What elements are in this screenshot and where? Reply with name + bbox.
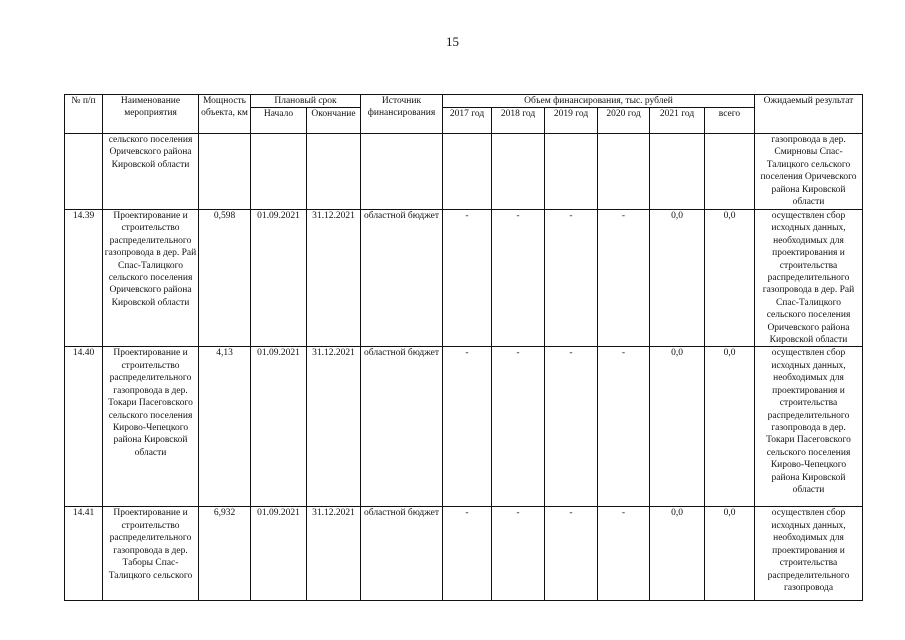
row-num: 14.39	[65, 210, 103, 347]
financing-table	[64, 94, 863, 601]
row-name: Проектирование и строительство распределительного газопровода в дер. Токари Пасеговского сельского поселения Кирово-Чепецкого района Кировской области	[103, 347, 199, 507]
row-value: -	[598, 210, 650, 347]
header-plan-period: Плановый срок	[251, 95, 361, 108]
row-start: 01.09.2021	[251, 210, 307, 347]
row-value	[492, 134, 545, 210]
header-capacity: Мощность объекта, км	[199, 95, 251, 134]
row-source: областной бюджет	[361, 507, 443, 601]
row-result: газопровода в дер. Смирновы Спас-Талицкого сельского поселения Оричевского района Кировской области	[755, 134, 863, 210]
row-capacity	[199, 134, 251, 210]
header-num: № п/п	[65, 95, 103, 134]
row-value: -	[598, 347, 650, 507]
row-value: -	[443, 507, 492, 601]
row-start: 01.09.2021	[251, 507, 307, 601]
row-source: областной бюджет	[361, 210, 443, 347]
header-year: 2018 год	[492, 108, 545, 134]
row-num: 14.41	[65, 507, 103, 601]
table-row	[65, 210, 863, 347]
row-value: -	[545, 347, 598, 507]
row-value: 0,0	[705, 210, 755, 347]
row-value	[598, 134, 650, 210]
table-row	[65, 347, 863, 507]
row-value: -	[492, 347, 545, 507]
row-end: 31.12.2021	[307, 507, 361, 601]
header-name: Наименование мероприятия	[103, 95, 199, 134]
header-year: 2020 год	[598, 108, 650, 134]
header-start: Начало	[251, 108, 307, 134]
header-year: 2017 год	[443, 108, 492, 134]
row-value: -	[492, 507, 545, 601]
row-value	[650, 134, 705, 210]
row-capacity: 6,932	[199, 507, 251, 601]
row-value	[705, 134, 755, 210]
row-capacity: 4,13	[199, 347, 251, 507]
row-end: 31.12.2021	[307, 347, 361, 507]
row-value: 0,0	[650, 210, 705, 347]
row-value: 0,0	[650, 347, 705, 507]
header-total: всего	[705, 108, 755, 134]
row-start: 01.09.2021	[251, 347, 307, 507]
row-start	[251, 134, 307, 210]
page-number: 15	[446, 34, 459, 49]
row-source: областной бюджет	[361, 347, 443, 507]
table-row	[65, 507, 863, 601]
row-num: 14.40	[65, 347, 103, 507]
row-value: -	[545, 210, 598, 347]
header-year: 2019 год	[545, 108, 598, 134]
header-end: Окончание	[307, 108, 361, 134]
row-value: -	[492, 210, 545, 347]
row-value	[443, 134, 492, 210]
row-value: -	[443, 347, 492, 507]
row-value: 0,0	[650, 507, 705, 601]
row-value: 0,0	[705, 347, 755, 507]
header-result: Ожидаемый результат	[755, 95, 863, 134]
row-name: Проектирование и строительство распределительного газопровода в дер. Рай Спас-Талицкого сельского поселения Оричевского района Кировской области	[103, 210, 199, 347]
row-end	[307, 134, 361, 210]
header-volume: Объем финансирования, тыс. рублей	[443, 95, 755, 108]
row-value: 0,0	[705, 507, 755, 601]
row-value: -	[545, 507, 598, 601]
header-source: Источник финансирования	[361, 95, 443, 134]
header-year: 2021 год	[650, 108, 705, 134]
row-value	[545, 134, 598, 210]
row-value: -	[443, 210, 492, 347]
row-result: осуществлен сбор исходных данных, необходимых для проектирования и строительства распределительного газопровода в дер. Рай Спас-Талицкого сельского поселения Оричевского района Кировской области	[755, 210, 863, 347]
row-capacity: 0,598	[199, 210, 251, 347]
row-name: сельского поселения Оричевского района Кировской области	[103, 134, 199, 210]
row-value: -	[598, 507, 650, 601]
row-end: 31.12.2021	[307, 210, 361, 347]
row-name: Проектирование и строительство распределительного газопровода в дер. Таборы Спас-Талицкого сельского	[103, 507, 199, 601]
row-result: осуществлен сбор исходных данных, необходимых для проектирования и строительства распределительного газопровода в дер. Токари Пасеговского сельского поселения Кирово-Чепецкого района Кировской области	[755, 347, 863, 507]
row-num	[65, 134, 103, 210]
table-row	[65, 134, 863, 210]
row-source	[361, 134, 443, 210]
row-result: осуществлен сбор исходных данных, необходимых для проектирования и строительства распределительного газопровода	[755, 507, 863, 601]
